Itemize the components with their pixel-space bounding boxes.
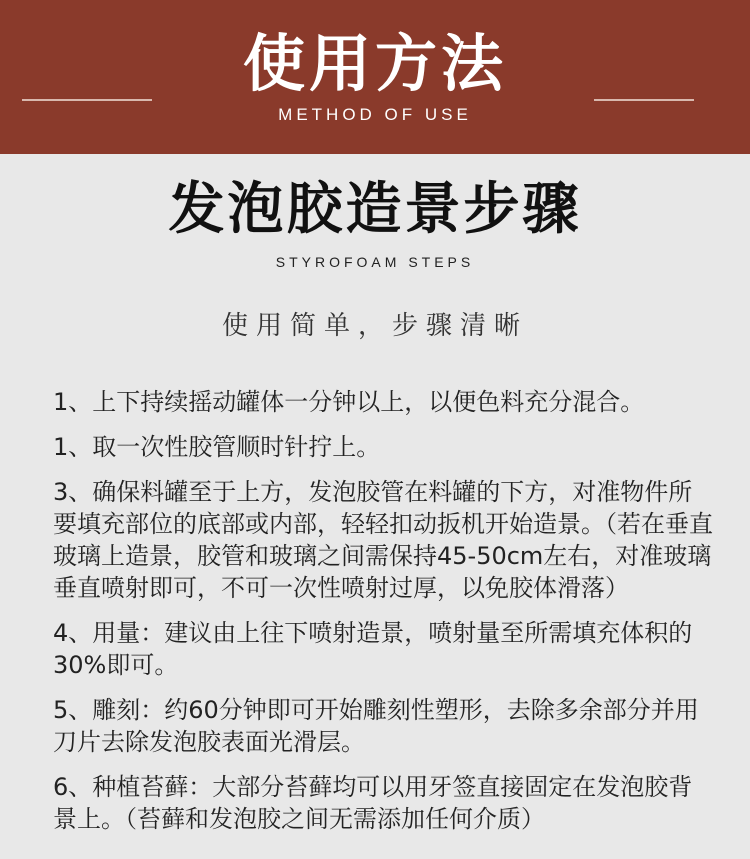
section-subtitle: STYROFOAM STEPS [275, 254, 475, 270]
header-banner [0, 0, 750, 154]
banner-subtitle: METHOD OF USE [278, 105, 472, 124]
tagline: 使用简单，步骤清晰 [221, 311, 528, 341]
steps-list [53, 386, 713, 848]
step-4: 4、用量：建议由上往下喷射造景，喷射量至所需填充体积的30%即可。 [53, 619, 693, 679]
step-2: 1、取一次性胶管顺时针拧上。 [53, 433, 381, 461]
step-6: 6、种植苔藓：大部分苔藓均可以用牙签直接固定在发泡胶背景上。（苔藓和发泡胶之间无需添加任何介质） [53, 773, 693, 833]
banner-title: 使用方法 [242, 27, 507, 100]
step-5: 5、雕刻：约60分钟即可开始雕刻性塑形，去除多余部分并用刀片去除发泡胶表面光滑层。 [53, 696, 699, 756]
step-1: 1、上下持续摇动罐体一分钟以上，以便色料充分混合。 [53, 388, 645, 416]
section-title: 发泡胶造景步骤 [168, 177, 582, 242]
step-3: 3、确保料罐至于上方，发泡胶管在料罐的下方，对准物件所要填充部位的底部或内部，轻轻扣动扳机开始造景。（若在垂直玻璃上造景，胶管和玻璃之间需保持45-50cm左右，对准玻璃垂直喷射即可，不可一次性喷射过厚，以免胶体滑落） [53, 478, 713, 602]
